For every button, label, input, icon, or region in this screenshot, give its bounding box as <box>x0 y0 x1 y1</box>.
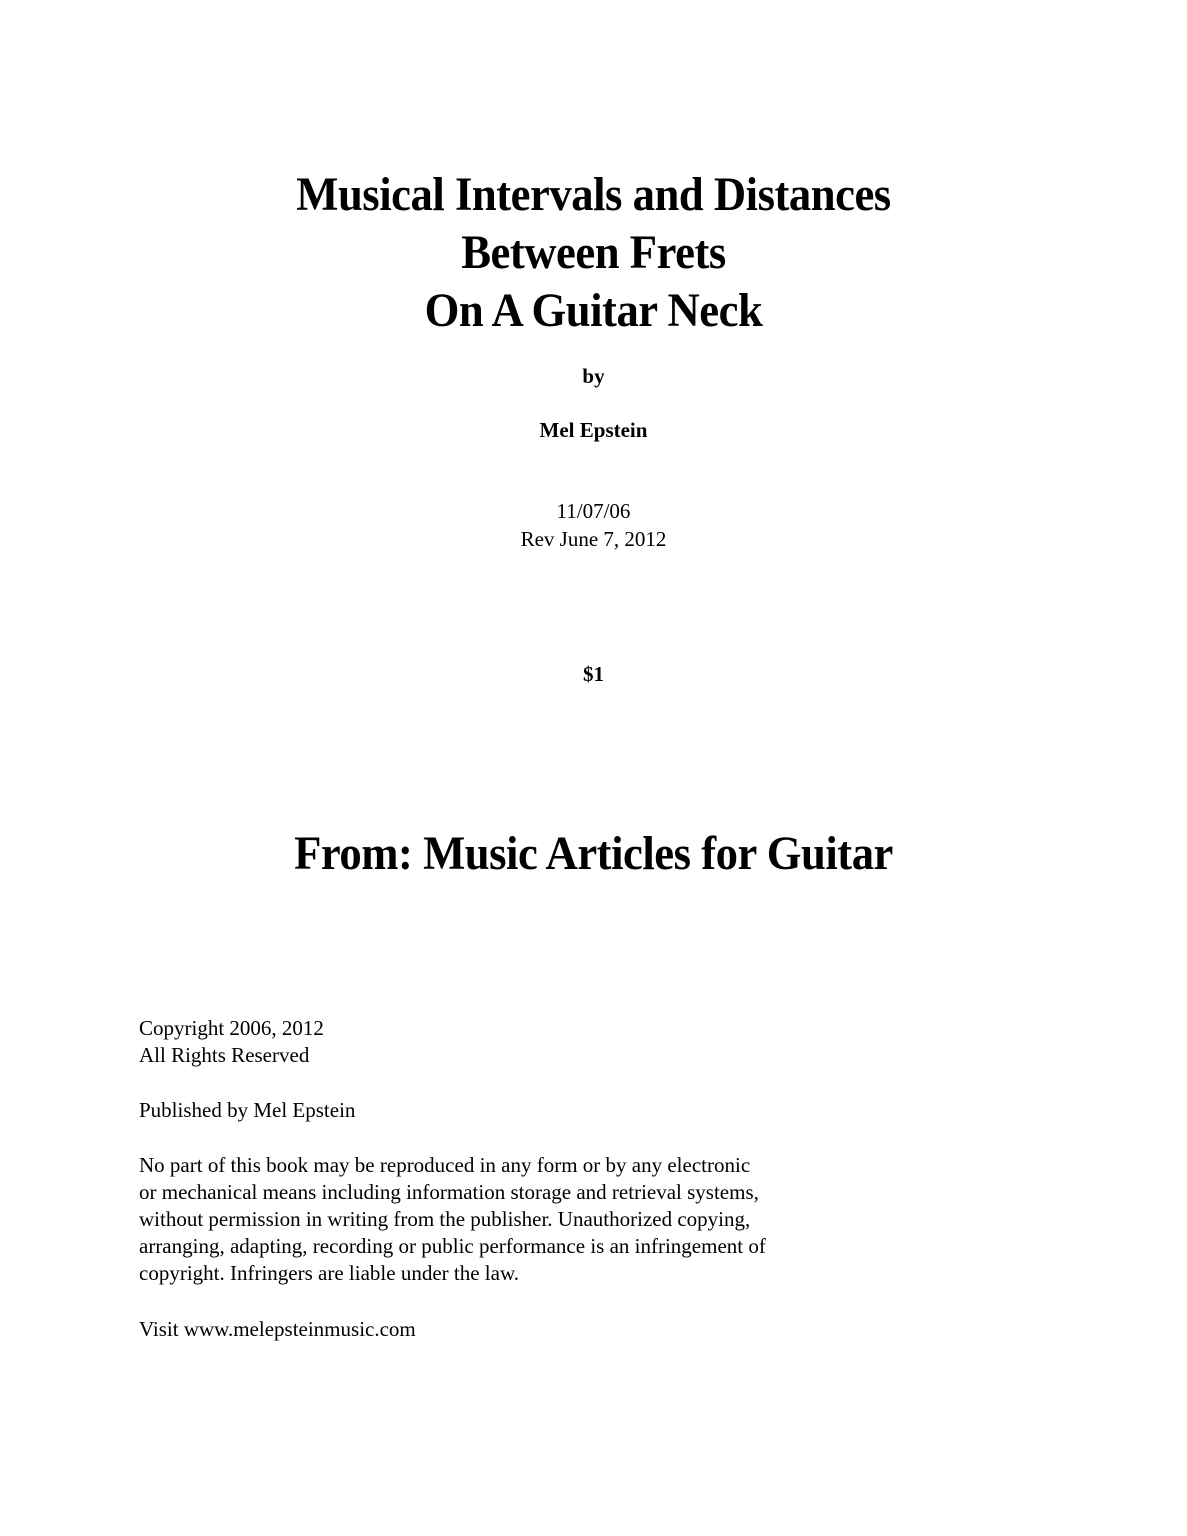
notice-line: arranging, adapting, recording or public performance is an infringement of <box>139 1234 766 1258</box>
website-line: Visit www.melepsteinmusic.com <box>139 1317 416 1341</box>
copyright-block <box>139 1015 859 1069</box>
by-label: by <box>582 364 605 388</box>
revision-date: Rev June 7, 2012 <box>520 527 667 551</box>
title-line-3: On A Guitar Neck <box>424 284 763 337</box>
date-block <box>0 497 1187 553</box>
notice-line: copyright. Infringers are liable under the law. <box>139 1261 519 1285</box>
title-line-1: Musical Intervals and Distances <box>296 168 891 221</box>
legal-notice <box>139 1152 859 1287</box>
notice-line: or mechanical means including information storage and retrieval systems, <box>139 1180 759 1204</box>
notice-line: No part of this book may be reproduced in any form or by any electronic <box>139 1153 751 1177</box>
source-heading: From: Music Articles for Guitar <box>294 827 893 880</box>
original-date: 11/07/06 <box>556 499 631 523</box>
rights-reserved: All Rights Reserved <box>139 1043 310 1067</box>
publisher-line: Published by Mel Epstein <box>139 1098 356 1122</box>
notice-line: without permission in writing from the publisher. Unauthorized copying, <box>139 1207 751 1231</box>
copyright-years: Copyright 2006, 2012 <box>139 1016 324 1040</box>
document-title <box>42 166 1146 340</box>
author-name: Mel Epstein <box>539 418 648 442</box>
title-line-2: Between Frets <box>461 226 726 279</box>
price: $1 <box>583 662 604 686</box>
